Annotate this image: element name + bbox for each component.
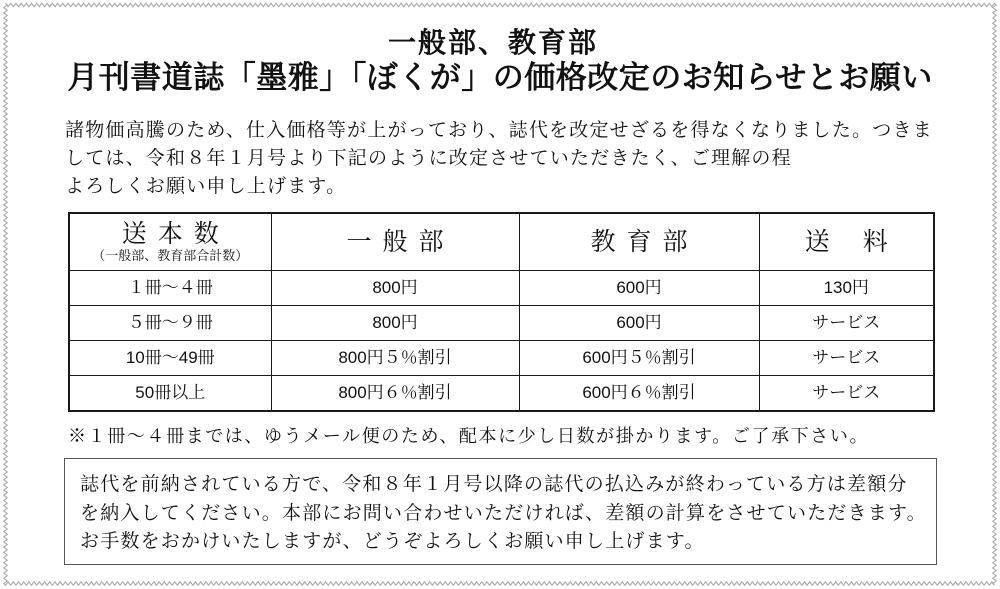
row-count-cell: 50冊以上 xyxy=(69,376,271,412)
header-education-label: 教育部 xyxy=(590,228,699,256)
row-shipping-cell: サービス xyxy=(759,306,934,341)
row-count-cell: ５冊～９冊 xyxy=(69,306,271,341)
row-education-price-cell: 600円 xyxy=(519,271,759,306)
row-education-price-cell: 600円５％割引 xyxy=(519,341,759,376)
title-departments: 一般部、教育部 xyxy=(387,26,598,59)
table-row xyxy=(69,271,934,306)
row-shipping-cell: サービス xyxy=(759,376,934,412)
header-send-count xyxy=(69,213,271,271)
row-education-price-cell: 600円 xyxy=(519,306,759,341)
header-shipping-label: 送 料 xyxy=(804,228,892,256)
header-send-count-label: 送本数 xyxy=(121,220,230,248)
header-shipping xyxy=(759,213,934,271)
intro-line: しては、令和８年１月号より下記のように改定させていただきたく、ご理解の程 xyxy=(65,147,792,169)
intro-paragraph xyxy=(65,116,965,200)
row-general-price-cell: 800円 xyxy=(271,306,519,341)
title-price-revision: 月刊書道誌「墨雅」「ぼくが」の価格改定のお知らせとお願い xyxy=(67,60,933,96)
row-education-price-cell: 600円６％割引 xyxy=(519,376,759,412)
row-count-cell: １冊～４冊 xyxy=(69,271,271,306)
header-general xyxy=(271,213,519,271)
price-table xyxy=(68,212,935,412)
notice-line: を納入してください。本部にお問い合わせいただければ、差額の計算をさせていただきます。 xyxy=(80,501,927,524)
row-general-price-cell: 800円６％割引 xyxy=(271,376,519,412)
row-count-cell: 10冊～49冊 xyxy=(69,341,271,376)
prepaid-notice-box xyxy=(64,458,937,565)
intro-line: 諸物価高騰のため、仕入価格等が上がっており、誌代を改定せざるを得なくなりました。つきま xyxy=(65,119,933,141)
row-general-price-cell: 800円５％割引 xyxy=(271,341,519,376)
table-row xyxy=(69,306,934,341)
mail-delivery-note: ※１冊～４冊までは、ゆうメール便のため、配本に少し日数が掛かります。ご了承下さい。 xyxy=(68,426,870,447)
table-header-row xyxy=(69,213,934,271)
row-shipping-cell: サービス xyxy=(759,341,934,376)
row-shipping-cell: 130円 xyxy=(759,271,934,306)
notice-line: 誌代を前納されている方で、令和８年１月号以降の誌代の払込みが終わっている方は差額分 xyxy=(80,473,908,495)
header-send-count-note: （一般部、教育部合計数） xyxy=(92,248,249,263)
intro-line: よろしくお願い申し上げます。 xyxy=(65,175,347,197)
table-row xyxy=(69,376,934,412)
header-education xyxy=(519,213,759,271)
header-general-label: 一般部 xyxy=(346,228,455,256)
notice-line: お手数をおかけいたしますが、どうぞよろしくお願い申し上げます。 xyxy=(80,530,705,552)
row-general-price-cell: 800円 xyxy=(271,271,519,306)
table-row xyxy=(69,341,934,376)
